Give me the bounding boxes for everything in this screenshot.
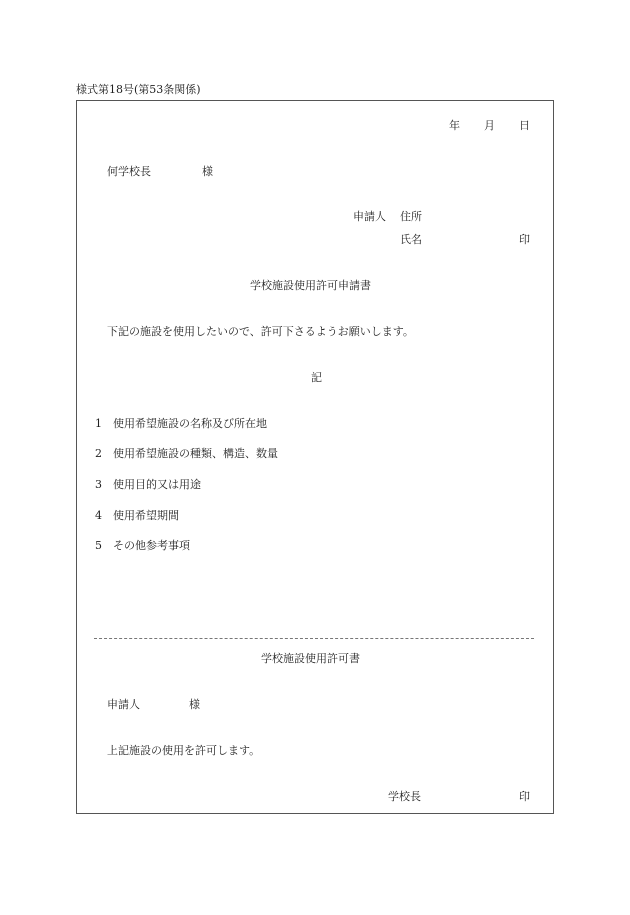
item-text: 使用目的又は用途 (113, 478, 201, 491)
form-number-label: 様式第18号(第53条関係) (76, 83, 201, 96)
item-text: 使用希望施設の名称及び所在地 (113, 417, 267, 430)
application-body: 下記の施設を使用したいので、許可下さるようお願いします。 (107, 325, 414, 338)
applicant-address-label: 住所 (400, 210, 422, 223)
date-day: 日 (519, 119, 530, 132)
permit-addressee-honorific: 様 (189, 698, 200, 711)
permit-seal: 印 (519, 790, 530, 803)
applicant-name-label: 氏名 (400, 233, 422, 246)
addressee-honorific: 様 (202, 165, 213, 178)
item-number: 2 (95, 447, 102, 460)
permit-signer: 学校長 (388, 790, 421, 803)
applicant-seal: 印 (519, 233, 530, 246)
permit-title: 学校施設使用許可書 (261, 652, 360, 665)
item-text: その他参考事項 (113, 539, 190, 552)
application-title: 学校施設使用許可申請書 (250, 279, 371, 292)
item-number: 5 (95, 539, 102, 552)
date-year: 年 (449, 119, 460, 132)
item-text: 使用希望期間 (113, 509, 179, 522)
item-number: 3 (95, 478, 102, 491)
item-number: 1 (95, 417, 102, 430)
date-month: 月 (484, 119, 495, 132)
ki-heading: 記 (311, 371, 322, 384)
applicant-label: 申請人 (353, 210, 386, 223)
addressee-name: 何学校長 (107, 165, 151, 178)
item-text: 使用希望施設の種類、構造、数量 (113, 447, 278, 460)
item-number: 4 (95, 509, 102, 522)
permit-body: 上記施設の使用を許可します。 (107, 744, 261, 757)
permit-addressee-name: 申請人 (107, 698, 140, 711)
cut-line (94, 638, 534, 639)
